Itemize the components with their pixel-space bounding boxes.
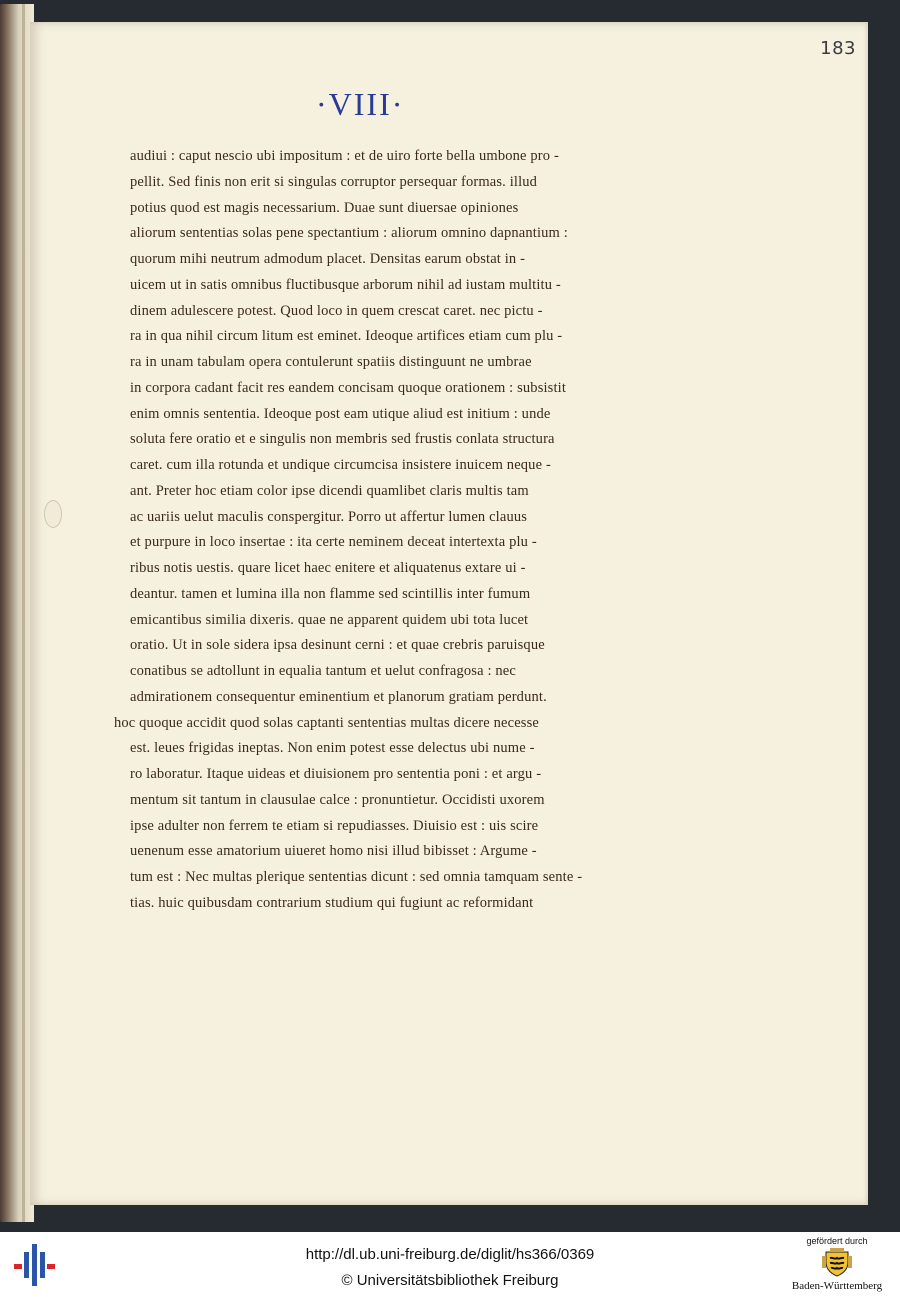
manuscript-line: dinem adulescere potest. Quod loco in quem crescat caret. nec pictu - <box>130 302 543 319</box>
facing-page-edge <box>0 4 34 1222</box>
manuscript-line: potius quod est magis necessarium. Duae sunt diuersae opiniones <box>130 199 519 216</box>
document-url[interactable]: http://dl.ub.uni-freiburg.de/diglit/hs366/0369 <box>305 1246 595 1263</box>
chapter-heading: ·VIII· <box>316 86 405 122</box>
manuscript-line: uicem ut in satis omnibus fluctibusque arborum nihil ad iustam multitu - <box>130 276 561 293</box>
manuscript-line: audiui : caput nescio ubi impositum : et de uiro forte bella umbone pro - <box>130 148 559 164</box>
manuscript-line: deantur. tamen et lumina illa non flamme sed scintillis inter fumum <box>130 585 531 602</box>
manuscript-line: conatibus se adtollunt in equalia tantum et uelut confragosa : nec <box>130 663 516 679</box>
manuscript-line: enim omnis sententia. Ideoque post eam utique aliud est initium : unde <box>130 405 551 422</box>
manuscript-line: soluta fere oratio et e singulis non membris sed frustis conlata structura <box>130 431 555 448</box>
manuscript-line: caret. cum illa rotunda et undique circumcisa insistere inuicem neque - <box>130 457 551 473</box>
manuscript-line: hoc quoque accidit quod solas captanti sententias multas dicere necesse <box>114 714 539 731</box>
manuscript-line: et purpure in loco insertae : ita certe neminem deceat intertexta plu - <box>130 534 537 551</box>
manuscript-line: mentum sit tantum in clausulae calce : pronuntietur. Occidisti uxorem <box>130 791 545 808</box>
manuscript-line: admirationem consequentur eminentium et planorum gratiam perdunt. <box>130 688 547 705</box>
manuscript-line: tias. huic quibusdam contrarium studium qui fugiunt ac reformidant <box>130 894 534 911</box>
manuscript-line: est. leues frigidas ineptas. Non enim potest esse delectus ubi nume - <box>130 740 535 757</box>
sewing-hole <box>44 500 62 528</box>
sponsor-label: gefördert durch <box>806 1236 868 1246</box>
manuscript-line: emicantibus similia dixeris. quae ne apparent quidem ubi tota lucet <box>130 611 529 628</box>
manuscript-line: oratio. Ut in sole sidera ipsa desinunt cerni : et quae crebris paruisque <box>130 637 545 654</box>
manuscript-page <box>30 22 868 1205</box>
manuscript-line: ra in unam tabulam opera contulerunt spatiis distinguunt ne umbrae <box>130 354 532 370</box>
sponsor-block <box>782 1236 892 1292</box>
manuscript-line: tum est : Nec multas plerique sententias dicunt : sed omnia tamquam sente - <box>130 869 583 885</box>
manuscript-line: pellit. Sed finis non erit si singulas corruptor persequar formas. illud <box>130 173 538 190</box>
text-column <box>114 144 640 917</box>
manuscript-line: ipse adulter non ferrem te etiam si repudiasses. Diuisio est : uis scire <box>130 817 539 834</box>
manuscript-line: in corpora cadant facit res eandem concisam quoque orationem : subsistit <box>130 379 566 396</box>
manuscript-line: uenenum esse amatorium uiueret homo nisi illud bibisset : Argume - <box>130 843 537 860</box>
viewer-footer <box>0 1232 900 1297</box>
baden-wuerttemberg-coat-of-arms-icon <box>820 1248 854 1278</box>
copyright-notice: © Universitätsbibliothek Freiburg <box>341 1272 559 1289</box>
manuscript-line: ra in qua nihil circum litum est eminet. Ideoque artifices etiam cum plu - <box>130 328 563 345</box>
manuscript-line: ac uariis uelut maculis conspergitur. Porro ut affertur lumen clauus <box>130 508 528 525</box>
sponsor-name: Baden-Württemberg <box>791 1280 883 1292</box>
manuscript-line: ro laboratur. Itaque uideas et diuisionem pro sententia poni : et argu - <box>130 766 542 782</box>
manuscript-line: ant. Preter hoc etiam color ipse dicendi quamlibet claris multis tam <box>130 482 529 499</box>
manuscript-line: aliorum sententias solas pene spectantium : aliorum omnino dapnantium : <box>130 225 568 242</box>
manuscript-line: ribus notis uestis. quare licet haec enitere et aliquatenus extare ui - <box>130 560 526 576</box>
folio-number: 183 <box>820 38 856 59</box>
manuscript-line: quorum mihi neutrum admodum placet. Densitas earum obstat in - <box>130 251 526 267</box>
